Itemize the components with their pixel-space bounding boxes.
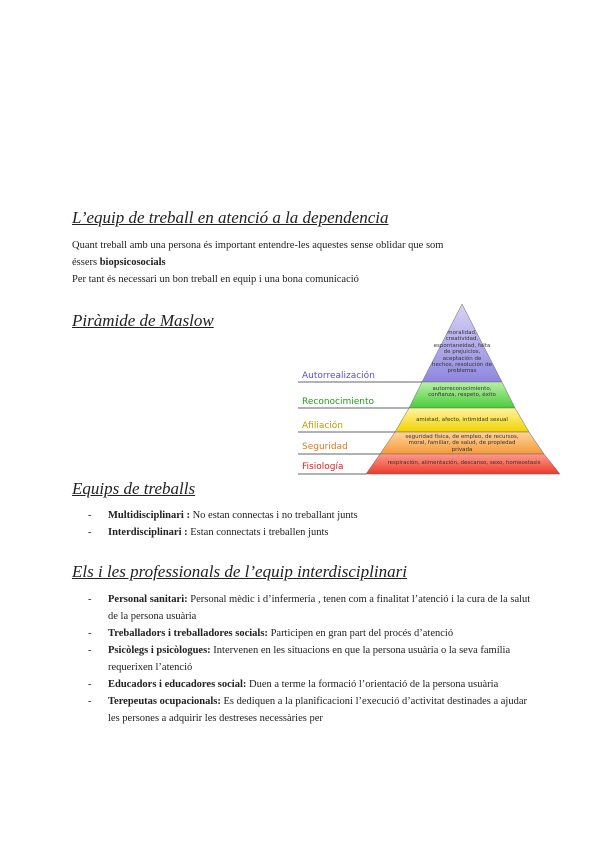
list-item: - Interdisciplinari : Estan connectats i treballen junts (88, 527, 329, 538)
label-reconocimiento: Reconocimiento (302, 397, 375, 407)
label-afiliacion: Afiliación (302, 421, 344, 431)
band-text-seguridad: seguridad física, de empleo, de recursos, moral, familiar, de salud, de propiedad privada (405, 434, 519, 453)
section-title-equips: Equips de treballs (72, 479, 196, 498)
section-title-professionals: Els i les professionals de l’equip interdisciplinari (72, 562, 407, 581)
intro-paragraph (72, 237, 542, 288)
label-fisiologia: Fisiología (302, 462, 344, 472)
bold-term: biopsicosocials (99, 257, 166, 268)
band-text-fisiologia: respiración, alimentación, descanso, sexo, homeostasis (387, 460, 541, 466)
professionals-list (72, 591, 534, 727)
list-item: - Personal sanitari: Personal mèdic i d’infermeria , tenen com a finalitat l’atenció i la cura de la salut de la persona usuària (88, 594, 531, 622)
intro-line-2: éssers biopsicosocials (72, 257, 166, 268)
section-title-equip: L’equip de treball en atenció a la dependencia (72, 208, 389, 227)
band-text-reconocimiento: autorreconocimiento, confianza, respeto, éxito (428, 386, 496, 399)
intro-line-3: Per tant és necessari un bon treball en equip i una bona comunicació (72, 274, 359, 285)
band-text-autorrealizacion: moralidad, creatividad, espontaneidad, falta de prejuicios, aceptación de hechos, resolución de problemas (432, 330, 492, 375)
list-item: - Multidisciplinari : No estan connectas i no treballant junts (88, 510, 358, 521)
list-item: - Terepeutas ocupacionals: Es dediquen a la planificacioni l’execució d’activitat destinades a ajudar les persones a adquirir les destreses necessàries per (88, 696, 528, 724)
label-seguridad: Seguridad (302, 442, 348, 452)
maslow-pyramid (298, 300, 566, 480)
equips-list (72, 507, 532, 541)
section-title-maslow: Piràmide de Maslow (72, 311, 214, 330)
intro-line-1: Quant treball amb una persona és important entendre-les aquestes sense oblidar que som (72, 240, 444, 251)
label-autorrealizacion: Autorrealización (302, 371, 375, 381)
list-item: - Psicòlegs i psicòlogues: Intervenen en les situacions en que la persona usuària o la seva família requerixen l’atenció (88, 645, 511, 673)
band-text-afiliacion: amistad, afecto, intimidad sexual (416, 417, 508, 423)
list-item: - Treballadors i treballadores socials: Participen en gran part del procés d’atenció (88, 628, 454, 639)
list-item: - Educadors i educadores social: Duen a terme la formació l’orientació de la persona usuària (88, 679, 499, 690)
